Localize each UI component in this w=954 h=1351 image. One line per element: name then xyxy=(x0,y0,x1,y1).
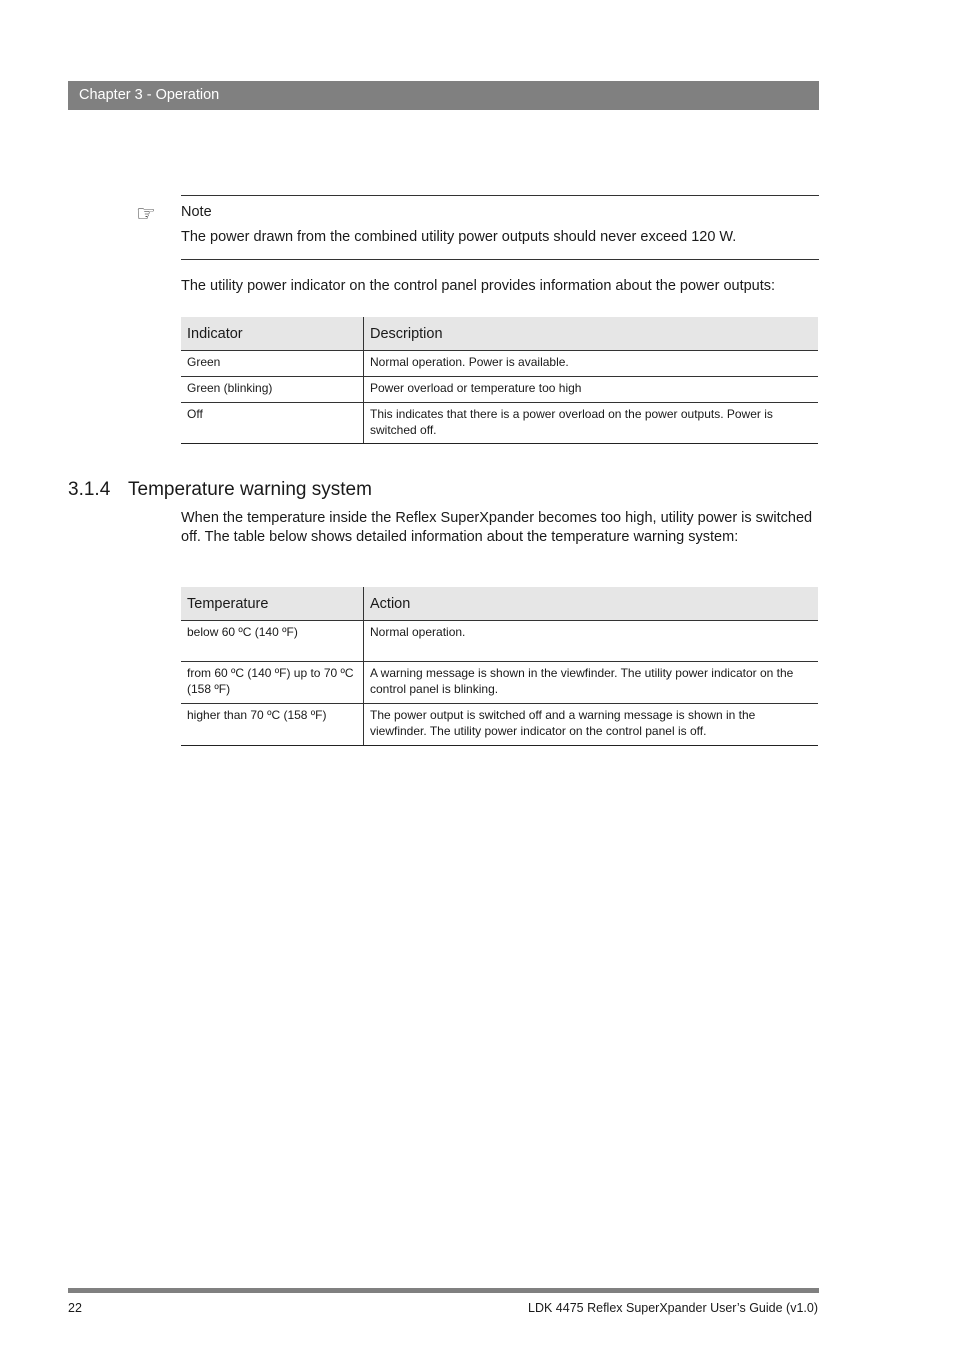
table-row xyxy=(181,351,818,377)
table-row xyxy=(181,662,818,704)
note-bottom-rule xyxy=(181,259,819,260)
note-title: Note xyxy=(181,204,212,220)
temperature-cell: from 60 ºC (140 ºF) up to 70 ºC (158 ºF) xyxy=(181,662,364,704)
description-cell: Normal operation. Power is available. xyxy=(364,351,819,377)
column-header-description: Description xyxy=(364,317,819,351)
action-cell: A warning message is shown in the viewfinder. The utility power indicator on the control panel is blinking. xyxy=(364,662,819,704)
column-header-indicator: Indicator xyxy=(181,317,364,351)
temperature-cell: below 60 ºC (140 ºF) xyxy=(181,621,364,662)
table-row xyxy=(181,621,818,662)
indicator-cell: Green xyxy=(181,351,364,377)
section-number: 3.1.4 xyxy=(68,479,111,500)
temperature-table xyxy=(181,587,818,746)
indicator-table xyxy=(181,317,818,444)
note-top-rule xyxy=(181,195,819,196)
indicator-cell: Off xyxy=(181,403,364,444)
document-title: LDK 4475 Reflex SuperXpander User’s Guide (v1.0) xyxy=(528,1301,818,1315)
table-row xyxy=(181,403,818,444)
indicator-cell: Green (blinking) xyxy=(181,377,364,403)
column-header-temperature: Temperature xyxy=(181,587,364,621)
section-heading xyxy=(68,479,372,501)
table-row xyxy=(181,704,818,746)
table-row xyxy=(181,377,818,403)
note-text: The power drawn from the combined utility power outputs should never exceed 120 W. xyxy=(181,229,737,245)
section-paragraph: When the temperature inside the Reflex SuperXpander becomes too high, utility power is switched off. The table below shows detailed information about the temperature warning system: xyxy=(181,510,813,545)
description-cell: This indicates that there is a power overload on the power outputs. Power is switched off. xyxy=(364,403,819,444)
page-number: 22 xyxy=(68,1301,82,1315)
chapter-title: Chapter 3 - Operation xyxy=(79,87,220,103)
column-header-action: Action xyxy=(364,587,819,621)
table-header-row xyxy=(181,317,818,351)
table-header-row xyxy=(181,587,818,621)
temperature-cell: higher than 70 ºC (158 ºF) xyxy=(181,704,364,746)
section-title: Temperature warning system xyxy=(128,479,372,500)
action-cell: Normal operation. xyxy=(364,621,819,662)
chapter-header-bar xyxy=(68,81,819,110)
description-cell: Power overload or temperature too high xyxy=(364,377,819,403)
footer-bar xyxy=(68,1288,819,1293)
action-cell: The power output is switched off and a warning message is shown in the viewfinder. The utility power indicator on the control panel is off. xyxy=(364,704,819,746)
intro-paragraph: The utility power indicator on the control panel provides information about the power outputs: xyxy=(181,278,776,294)
pointing-hand-icon: ☞ xyxy=(136,201,156,226)
